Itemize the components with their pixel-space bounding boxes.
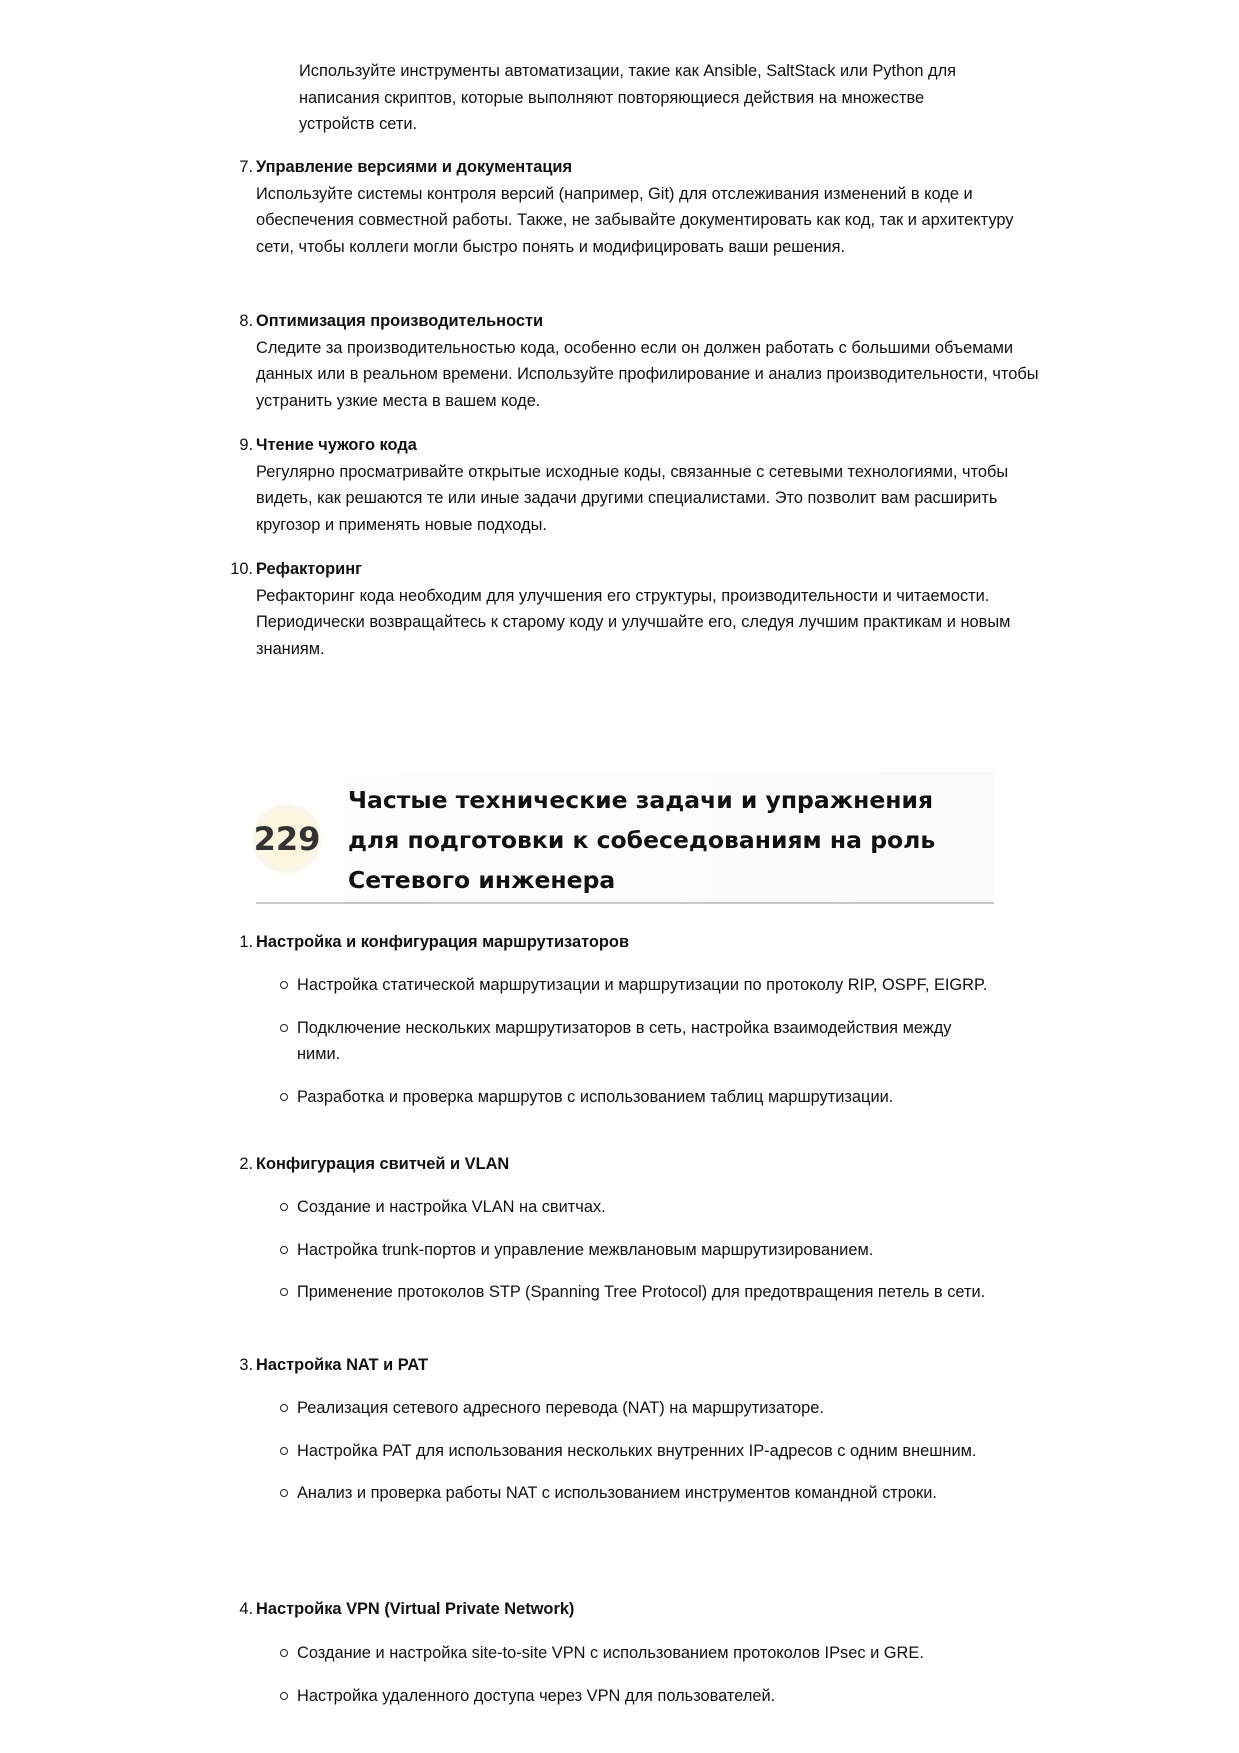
list-item-6-continuation [256,58,996,138]
sub-list-item [256,972,996,999]
sub-list-item [256,1237,996,1264]
circle-bullet-icon [280,1489,288,1497]
circle-bullet-icon [280,1288,288,1296]
circle-bullet-icon [280,1093,288,1101]
list-item-title: Управление версиями и документация [256,158,573,176]
sub-list-item [256,1279,996,1306]
circle-bullet-icon [280,1447,288,1455]
sub-list-text: Создание и настройка site-to-site VPN с использованием протоколов IPsec и GRE. [297,1644,924,1662]
list-item-title: Чтение чужого кода [256,436,417,454]
sub-list-item [256,1084,996,1111]
sub-list-text: Настройка trunk-портов и управление межвлановым маршрутизированием. [297,1240,874,1259]
list-item-number: 3. [239,1356,253,1374]
section-item [213,1596,1039,1623]
circle-bullet-icon [280,1246,288,1254]
list-item-description: Следите за производительностью кода, особенно если он должен работать с большими объемами данных или в реальном времени. Используйте профилирование и анализ производительности, чтобы устранить узкие места в вашем коде. [256,338,1039,411]
sub-list [256,972,996,1111]
list-item-number: 10. [230,560,253,578]
list-item-title: Настройка VPN (Virtual Private Network) [256,1600,575,1618]
sub-list [256,1395,996,1507]
list-item [213,308,1039,415]
sub-list-text: Применение протоколов STP (Spanning Tree Protocol) для предотвращения петель в сети. [297,1283,986,1302]
section-list [239,929,996,956]
sub-list-item [256,1438,996,1465]
numbered-list [239,432,1009,539]
sub-list-text: Создание и настройка VLAN на свитчах. [297,1198,606,1216]
circle-bullet-icon [280,1024,288,1032]
sub-list-text: Подключение нескольких маршрутизаторов в сеть, настройка взаимодействия между ними. [297,1018,952,1064]
section-list [239,1352,996,1379]
sub-list [256,1194,996,1306]
section-item [213,1151,1039,1178]
list-item-title: Оптимизация производительности [256,312,544,330]
section-item [213,1352,1039,1379]
list-item-number: 2. [239,1155,253,1173]
sub-list [256,1640,996,1709]
sub-list-item [256,1015,996,1068]
list-item-number: 9. [239,436,253,454]
circle-bullet-icon [280,1649,288,1657]
sub-list-text: Анализ и проверка работы NAT с использованием инструментов командной строки. [297,1484,937,1503]
circle-bullet-icon [280,981,288,989]
section-title: Частые технические задачи и упражнения для подготовки к собеседованиям на роль Сетевого инженера [348,786,936,894]
numbered-list [230,556,1011,663]
sub-list-item [256,1194,996,1221]
sub-list-text: Реализация сетевого адресного перевода (NAT) на маршрутизаторе. [297,1399,824,1417]
list-item-description: Регулярно просматривайте открытые исходные коды, связанные с сетевыми технологиями, чтобы видеть, как решаются те или иные задачи другими специалистами. Это позволит вам расширить кругозор и применять новые подходы. [256,462,1009,535]
sub-list-text: Настройка статической маршрутизации и маршрутизации по протоколу RIP, OSPF, EIGRP. [297,976,988,994]
list-item-number: 1. [239,933,253,951]
numbered-list [239,308,1039,415]
intro-block [256,58,996,138]
list-item-number: 7. [239,158,253,176]
list-item-number: 8. [239,312,253,330]
section-list [239,1596,996,1623]
list-item-title: Настройка NAT и PAT [256,1356,429,1374]
sub-list-item [256,1640,996,1667]
list-item-description: Рефакторинг кода необходим для улучшения его структуры, производительности и читаемости. Периодически возвращайтесь к старому коду и улучшайте его, следуя лучшим практикам и новым знаниям. [256,586,1011,659]
sub-list-item [256,1395,996,1422]
section-header [253,772,994,904]
list-item-title: Рефакторинг [256,560,362,578]
list-item-description: Используйте инструменты автоматизации, такие как Ansible, SaltStack или Python для написания скриптов, которые выполняют повторяющиеся действия на множестве устройств сети. [299,62,957,134]
section-number-badge: 229 [256,808,318,870]
section-item [213,929,1039,956]
list-item [213,432,1039,539]
circle-bullet-icon [280,1404,288,1412]
numbered-list [239,154,1014,261]
list-item-title: Конфигурация свитчей и VLAN [256,1155,510,1173]
list-item-description: Используйте системы контроля версий (например, Git) для отслеживания изменений в коде и обеспечения совместной работы. Также, не забывайте документировать как код, так и архитектуру сети, чтобы коллеги могли быстро понять и модифицировать ваши решения. [256,184,1014,257]
circle-bullet-icon [280,1203,288,1211]
sub-list-item [256,1683,996,1710]
list-item-number: 4. [239,1600,253,1618]
sub-list-text: Разработка и проверка маршрутов с использованием таблиц маршрутизации. [297,1088,894,1107]
list-item [213,154,1039,261]
sub-list-text: Настройка PAT для использования нескольких внутренних IP-адресов с одним внешним. [297,1441,977,1460]
sub-list-text: Настройка удаленного доступа через VPN для пользователей. [297,1686,776,1705]
section-list [239,1151,996,1178]
list-item-title: Настройка и конфигурация маршрутизаторов [256,933,630,951]
circle-bullet-icon [280,1692,288,1700]
list-item [213,556,1039,663]
sub-list-item [256,1480,996,1507]
